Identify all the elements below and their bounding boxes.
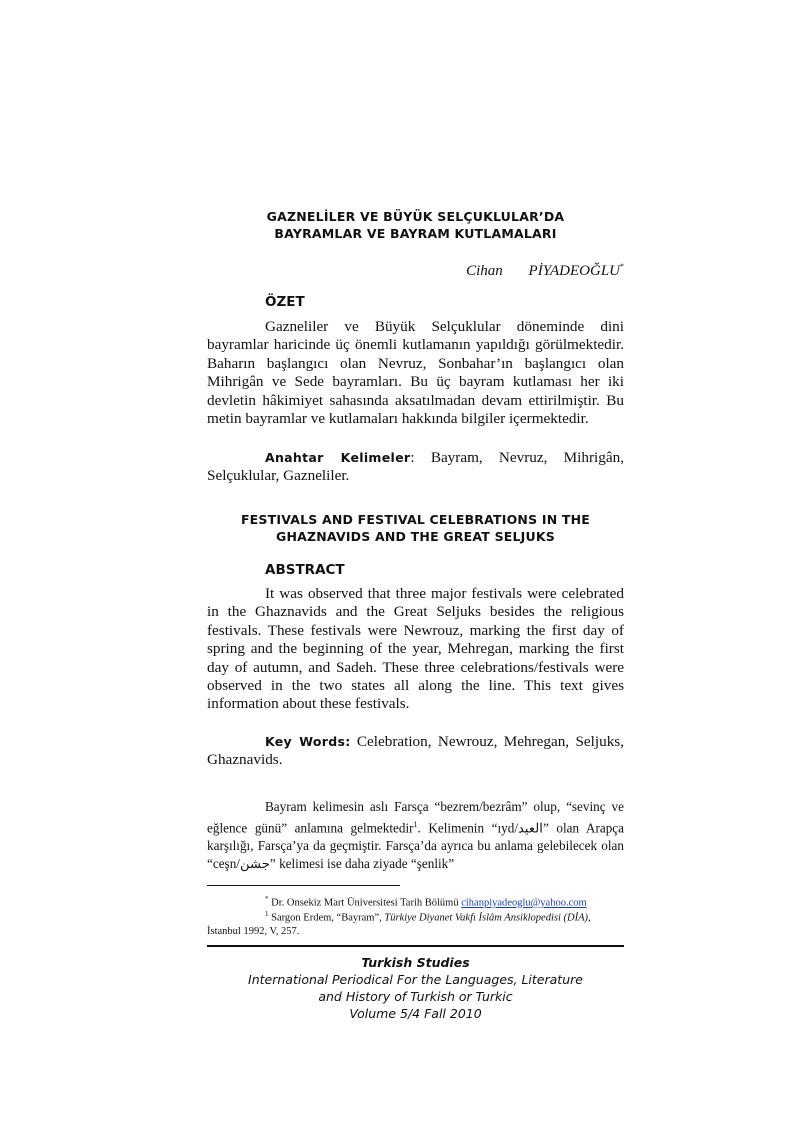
abstract-keywords-text: Celebration, Newrouz, Mehregan, Seljuks, Ghaznavids.: [207, 733, 624, 769]
english-title-line2: GHAZNAVIDS AND THE GREAT SELJUKS: [276, 529, 555, 544]
author-footnote-marker: *: [620, 262, 624, 271]
journal-volume: Volume 5/4 Fall 2010: [349, 1006, 482, 1021]
journal-subtitle-line2: and History of Turkish or Turkic: [318, 989, 513, 1004]
footnote-2-text-b: , İstanbul 1992, V, 257.: [207, 912, 591, 937]
body-paragraph: [207, 798, 624, 873]
abstract-paragraph: [207, 585, 624, 714]
footnote-2-marker: 1: [265, 910, 269, 918]
turkish-title-line1: GAZNELİLER VE BÜYÜK SELÇUKLULAR’DA: [266, 209, 565, 224]
body-text-part2: . Kelimenin “ıyd/العيد” olan Arapça karşılığı, Farsça’ya da geçmiştir. Farsça’da ayrıca bu anlama gelebilecek olan “ceşn/جشن” kelimesi ise daha ziyade “şenlik”: [207, 820, 624, 872]
abstract-keywords: [207, 733, 624, 770]
turkish-title-line2: BAYRAMLAR VE BAYRAM KUTLAMALARI: [274, 226, 557, 241]
ozet-text: Gazneliler ve Büyük Selçuklular döneminde dini bayramlar haricinde üç önemli kutlamanın yapıldığı görülmektedir. Baharın başlangıcı olan Nevruz, Sonbahar’ın başlangıcı olan Mihrigân ve Sede bayramları. Bu üç bayram kutlaması her iki devletin hâkimiyet sahasında aksatılmadan devam ettirilmiştir. Bu metin bayramlar ve kutlamaları hakkında bilgiler içermektedir.: [207, 318, 624, 428]
body-footnote-ref: 1: [413, 820, 418, 829]
footer-divider: [207, 945, 624, 947]
journal-name: Turkish Studies: [361, 955, 470, 970]
abstract-heading: ABSTRACT: [265, 562, 345, 578]
ozet-keywords-label: Anahtar Kelimeler: [265, 450, 411, 465]
ozet-keywords-text: : Bayram, Nevruz, Mihrigân, Selçuklular, Gazneliler.: [207, 449, 624, 485]
turkish-title: [207, 208, 624, 242]
ozet-paragraph: [207, 318, 624, 428]
abstract-text: It was observed that three major festivals were celebrated in the Ghaznavids and the Great Seljuks besides the religious festivals. These festivals were Newrouz, marking the first day of spring and the beginning of the year, Mehregan, marking the first day of autumn, and Sadeh. These three celebrations/festivals were observed in the two states all along the line. This text gives information about these festivals.: [207, 585, 624, 713]
footnote-divider: [207, 885, 400, 886]
journal-subtitle-line1: International Periodical For the Languages, Literature: [248, 972, 583, 987]
footnote-2: [207, 908, 624, 938]
abstract-keywords-label: Key Words:: [265, 734, 351, 749]
footnote-1-marker: *: [265, 895, 269, 903]
ozet-heading: ÖZET: [265, 294, 305, 310]
english-title-line1: FESTIVALS AND FESTIVAL CELEBRATIONS IN THE: [240, 512, 591, 527]
author-name: Cihan PİYADEOĞLU: [466, 263, 620, 279]
ozet-keywords: [207, 449, 624, 486]
footnote-2-encyclopedia: Türkiye Diyanet Vakfı İslâm Ansiklopedisi (DİA): [384, 912, 588, 924]
footnote-1-text: Dr. Onsekiz Mart Üniversitesi Tarih Bölümü: [268, 897, 462, 909]
author-email-link[interactable]: cihanpiyadeoglu@yahoo.com: [461, 897, 587, 909]
english-title: [207, 511, 624, 545]
footnote-2-text-a: Sargon Erdem, “Bayram”,: [268, 912, 385, 924]
body-text-part1: Bayram kelimesin aslı Farsça “bezrem/bezrâm” olup, “sevinç ve eğlence günü” anlamına gelmektedir: [207, 799, 624, 836]
author-line: [466, 262, 624, 280]
